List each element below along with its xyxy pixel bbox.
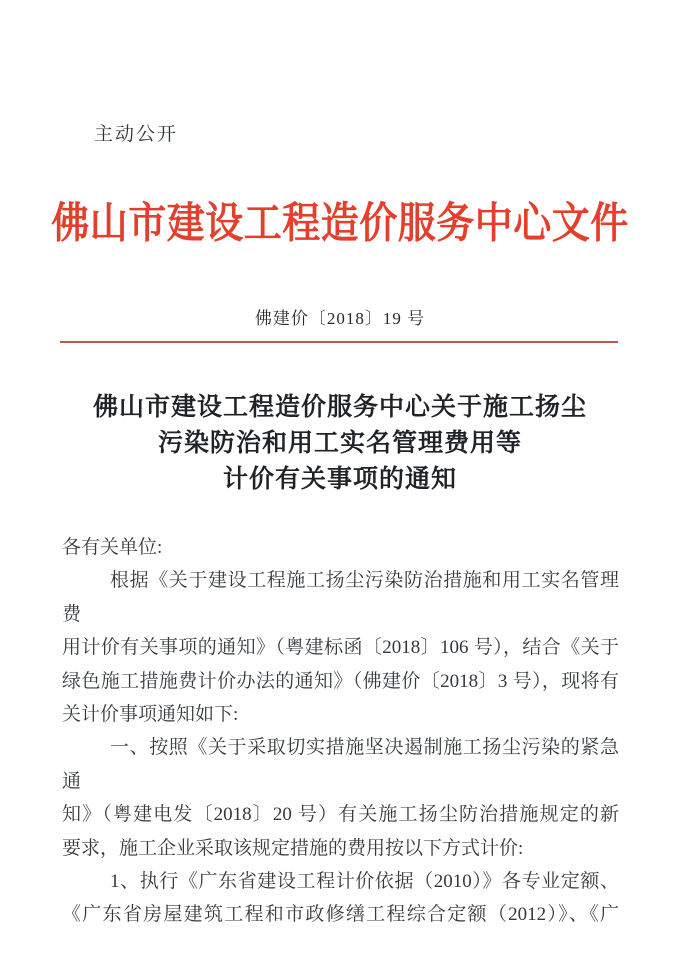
body-line: 根据《关于建设工程施工扬尘污染防治措施和用工实名管理费: [62, 570, 619, 625]
body-line: 用计价有关事项的通知》（粤建标函〔2018〕106 号），结合《关于: [62, 637, 619, 659]
document-title-line: 计价有关事项的通知: [222, 466, 457, 493]
document-title-line: 污染防治和用工实名管理费用等: [157, 430, 522, 457]
document-title: [0, 390, 680, 498]
document-body: [62, 531, 619, 932]
body-line: 1、执行《广东省建设工程计价依据（2010）》各专业定额、: [110, 871, 619, 893]
body-line: 一、按照《关于采取切实措施坚决遏制施工扬尘污染的紧急通: [62, 737, 619, 792]
letterhead-divider-rule: [60, 341, 618, 343]
agency-letterhead-title: 佛山市建设工程造价服务中心文件: [51, 200, 629, 248]
body-line: 关计价事项通知如下:: [62, 704, 239, 726]
body-line: 知》（粤建电发〔2018〕20 号）有关施工扬尘防治措施规定的新: [62, 804, 619, 826]
document-reference-number: 佛建价〔2018〕19 号: [254, 309, 426, 328]
document-title-line: 佛山市建设工程造价服务中心关于施工扬尘: [92, 394, 587, 421]
body-line: 各有关单位:: [62, 537, 163, 558]
body-line: 绿色施工措施费计价办法的通知》（佛建价〔2018〕3 号），现将有: [62, 670, 619, 692]
body-line: 要求，施工企业采取该规定措施的费用按以下方式计价:: [62, 837, 524, 859]
body-line: 《广东省房屋建筑工程和市政修缮工程综合定额（2012）》、《广: [62, 904, 619, 926]
disclosure-classification-label: 主动公开: [94, 123, 179, 145]
